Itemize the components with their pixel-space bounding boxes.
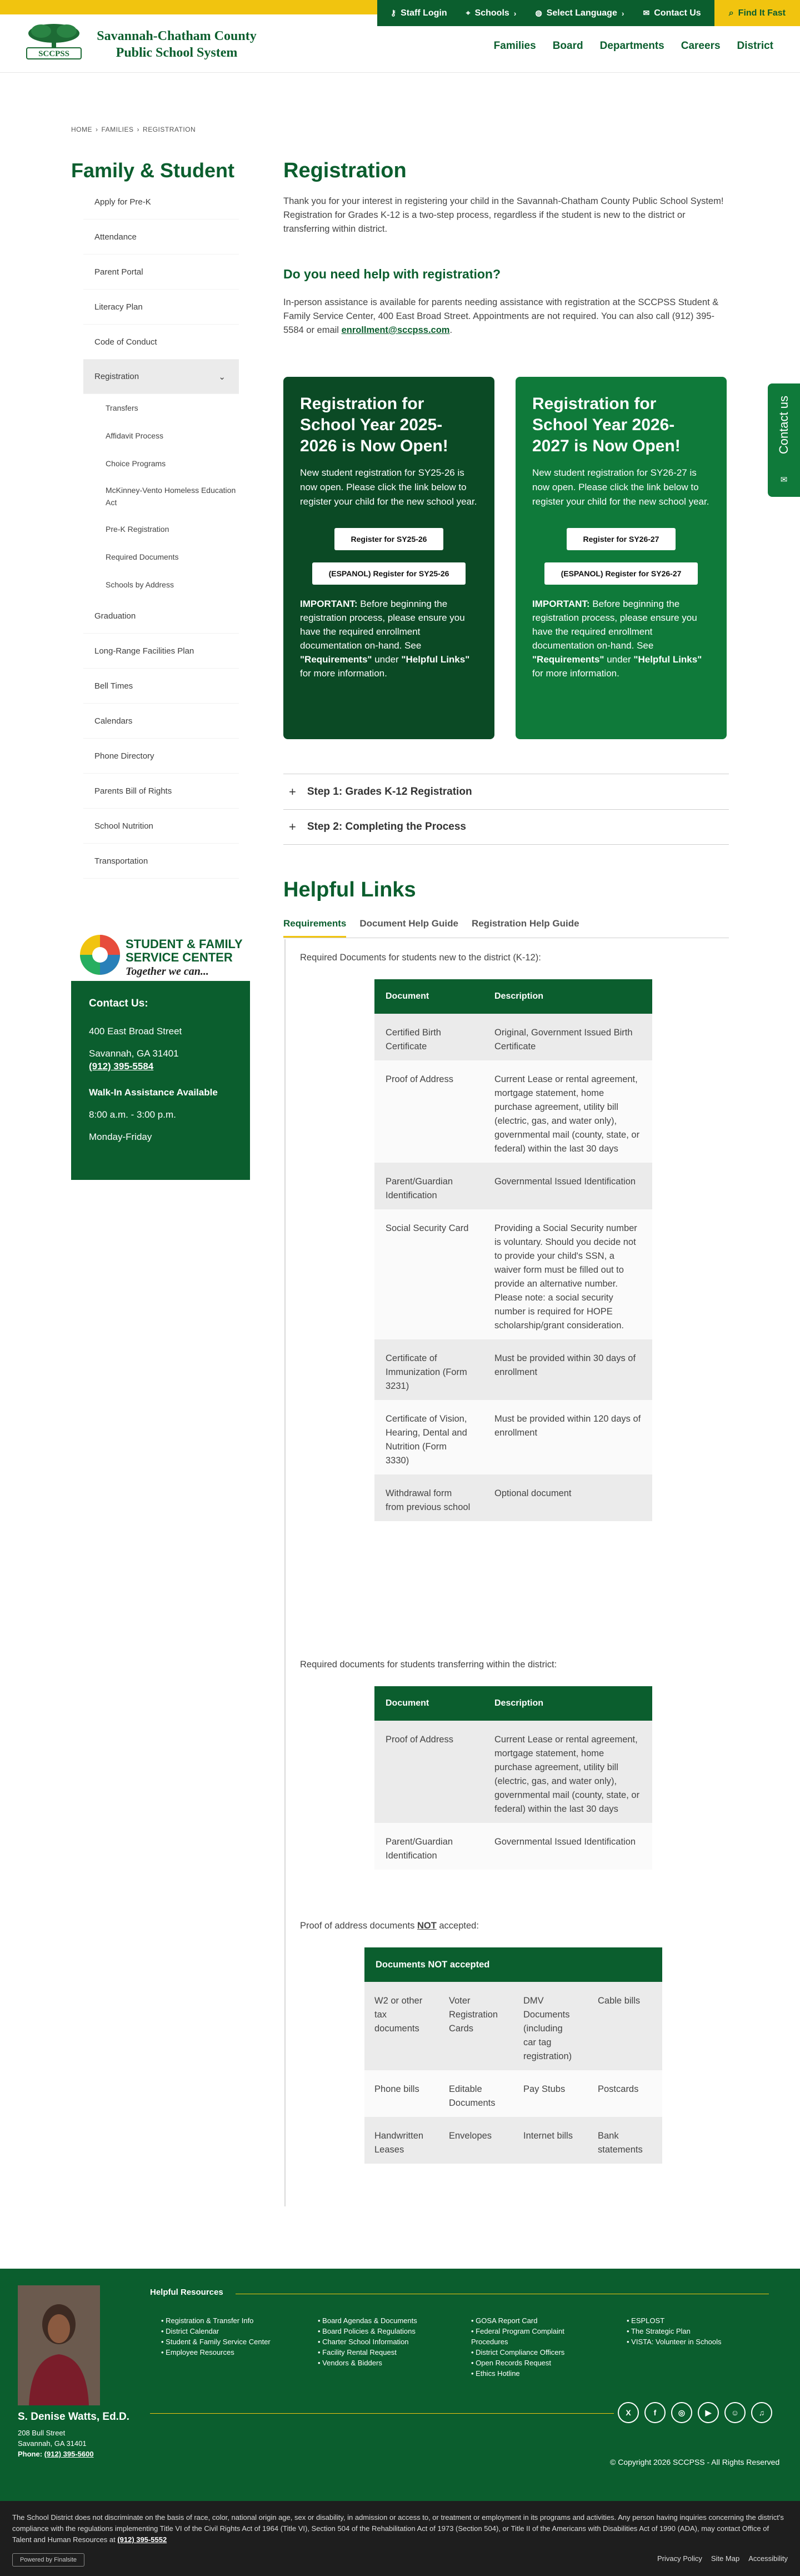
table-row: Certificate of Vision, Hearing, Dental and Nutrition (Form 3330) Must be provided within 120 days of enrollment [374,1400,652,1474]
table-row: Parent/Guardian Identification Governmental Issued Identification [374,1823,652,1870]
contact-phone-link[interactable]: (912) 395-5584 [89,1061,154,1072]
tab-registration-help-guide[interactable]: Registration Help Guide [471,918,579,929]
footer-links-col-2 [318,2315,417,2368]
privacy-policy-link[interactable]: Privacy Policy [657,2554,702,2563]
registration-card-2026 [516,377,727,739]
helpful-resources-title: Helpful Resources [150,2288,223,2297]
sidebar-item-parents-bill[interactable]: Parents Bill of Rights [83,774,239,809]
sidebar-item-attendance[interactable]: Attendance [83,220,239,255]
new-students-caption: Required Documents for students new to the district (K-12): [300,953,541,963]
sfsc-logo [71,928,250,981]
contact-box [71,981,250,1180]
svg-text:SCCPSS: SCCPSS [38,49,69,58]
registration-steps-accordion [283,774,729,845]
help-text: In-person assistance is available for parents needing assistance with registration at the SCCPSS Student & Family Service Center, 400 East Broad Street. Appointments are not required. You can also call (912) 395-5584 or email enrollment@sccpss.com. [283,297,719,335]
nav-departments[interactable]: Departments [599,40,664,52]
footer-link[interactable]: • District Compliance Officers [471,2347,582,2358]
copyright: © Copyright 2026 SCCPSS - All Rights Reserved [610,2458,780,2467]
contact-address1: 400 East Broad Street [89,1026,182,1037]
table-row: Parent/Guardian Identification Governmental Issued Identification [374,1163,652,1209]
nav-careers[interactable]: Careers [681,40,721,52]
card-important-note: IMPORTANT: Before beginning the registration process, please ensure you have the required enrollment documentation on-hand. See "Requirements" under "Helpful Links" for more information. [300,599,470,679]
sidebar-item-apply-prek[interactable]: Apply for Pre-K [83,185,239,220]
card-title: Registration for School Year 2026-2027 is Now Open! [532,395,681,455]
card-description: New student registration for SY25-26 is now open. Please click the link below to register your child for the new school year. [300,467,477,507]
not-accepted-caption: Proof of address documents NOT accepted: [300,1921,479,1931]
transfer-students-table [374,1686,652,1870]
footer-links-col-1 [161,2315,271,2358]
footer-link[interactable]: • Charter School Information [318,2336,417,2347]
register-sy25-espanol-button[interactable]: (ESPANOL) Register for SY25-26 [312,562,466,585]
sidebar-subitem-affidavit[interactable]: Affidavit Process [106,431,164,440]
sidebar-subitem-required-docs[interactable]: Required Documents [106,552,179,561]
superintendent-name: S. Denise Watts, Ed.D. [18,2411,129,2423]
col-header-document: Document [374,979,483,1014]
youtube-icon[interactable]: ▶ [698,2402,719,2423]
nav-board[interactable]: Board [552,40,583,52]
social-links [618,2402,772,2423]
walkin-heading: Walk-In Assistance Available [89,1087,218,1098]
sidebar-item-calendars[interactable]: Calendars [83,704,239,739]
facebook-icon[interactable]: f [644,2402,666,2423]
footer-link[interactable]: • Open Records Request [471,2358,582,2368]
table-row: Proof of Address Current Lease or rental agreement, mortgage statement, home purchase agreement, utility bill (electric, gas, and water only), governmental mail (county, state, or federal) within the last 30 days [374,1721,652,1823]
find-it-fast-button[interactable]: ⌕ Find It Fast [714,0,800,26]
footer-phone-link[interactable]: (912) 395-5600 [44,2450,94,2458]
nondiscrimination-notice: The School District does not discriminate on the basis of race, color, national origin age, sex or disability, in admission or access to, or treatment or employment in its programs and activities. Any person having inquiries concerning the district's compliance with the regulations implementing Title VI of the Civil Rights Act of 1964 (Title VI), Section 504 of the Rehabilitation Act of 1973 (Section 504), or Title II of the Americans with Disabilities Act of 1990 (ADA), may contact Office of Talent and Human Resources at (912) 395-5552 [12,2513,784,2544]
table-row: Proof of Address Current Lease or rental agreement, mortgage statement, home purchase agreement, utility bill (electric, gas, and water only), governmental mail (county, state, or federal) within the last 30 days [374,1060,652,1163]
site-map-link[interactable]: Site Map [711,2554,740,2563]
footer-link[interactable]: • The Strategic Plan [627,2326,722,2336]
footer-link[interactable]: • Registration & Transfer Info [161,2315,271,2326]
district-logo[interactable] [23,22,84,61]
svg-text:Together we can...: Together we can... [126,965,209,978]
col-header-description: Description [483,979,652,1014]
footer-link[interactable]: • Employee Resources [161,2347,271,2358]
school-system-name[interactable]: Savannah-Chatham County Public School System [97,29,257,60]
chevron-right-icon: › [513,8,517,18]
main-nav [494,40,773,52]
nav-families[interactable]: Families [493,40,536,52]
plus-icon: + [289,784,296,799]
register-sy25-button[interactable]: Register for SY25-26 [334,528,443,550]
table-row: Withdrawal form from previous school Optional document [374,1474,652,1521]
utility-bar [377,0,800,26]
not-accepted-table [364,1947,662,2164]
sidebar-item-transportation[interactable]: Transportation [83,844,239,879]
header-divider [0,72,800,73]
footer-link[interactable]: • Ethics Hotline [471,2368,582,2379]
sidebar-title: Family & Student [71,159,235,182]
sidebar-item-parent-portal[interactable]: Parent Portal [83,255,239,290]
contact-us-side-tab[interactable]: Contact us ✉ [768,383,800,497]
help-heading: Do you need help with registration? [283,267,501,281]
staff-login-link[interactable]: ⚷ Staff Login [390,8,447,18]
sidebar-subitem-transfers[interactable]: Transfers [106,403,138,412]
sidebar-subitem-mckinney[interactable]: McKinney-Vento Homeless Education Act [106,486,236,507]
tiktok-icon[interactable]: ♫ [751,2402,772,2423]
table-row: Social Security Card Providing a Social Security number is voluntary. Should you decide not to provide your child's SSN, a waiver form must be filled out to provide an alternative number. Please note: a social security number is required for HOPE scholarship/grant consideration. [374,1209,652,1339]
footer-link[interactable]: • GOSA Report Card [471,2315,582,2326]
x-icon[interactable]: X [618,2402,639,2423]
table-row: Handwritten Leases Envelopes Internet bills Bank statements [364,2117,662,2164]
globe-icon: ◍ [535,8,542,17]
breadcrumb-families[interactable]: FAMILIES [101,126,134,133]
footer-links-col-3 [471,2315,582,2379]
select-language-menu[interactable]: ◍ Select Language › [535,8,624,18]
new-students-table [374,979,652,1521]
sidebar-item-bell-times[interactable]: Bell Times [83,669,239,704]
sidebar-item-code-of-conduct[interactable]: Code of Conduct [83,325,239,360]
sidebar-item-registration[interactable]: Registration ⌄ [83,360,239,394]
contact-us-link[interactable]: ✉ Contact Us [643,8,701,18]
footer-link[interactable]: • District Calendar [161,2326,271,2336]
site-footer [0,2269,800,2501]
transfer-caption: Required documents for students transferring within the district: [300,1660,557,1670]
register-sy26-espanol-button[interactable]: (ESPANOL) Register for SY26-27 [544,562,698,585]
intro-text: Thank you for your interest in registering your child in the Savannah-Chatham County Public School System! Registration for Grades K-12 is a two-step process, regardless if the student is new to the district or transferring within district. [283,196,724,234]
helpful-links-title: Helpful Links [283,878,416,901]
contact-hours: 8:00 a.m. - 3:00 p.m. [89,1109,176,1120]
footer-address: 208 Bull Street Savannah, GA 31401 Phone: (912) 395-5600 [18,2429,94,2458]
superintendent-photo [18,2285,100,2405]
tab-requirements[interactable]: Requirements [283,918,346,938]
enrollment-email-link[interactable]: enrollment@sccpss.com [341,325,450,335]
helpful-links-tabs [283,918,729,938]
peachjar-icon[interactable]: ☺ [724,2402,746,2423]
card-description: New student registration for SY26-27 is now open. Please click the link below to register your child for the new school year. [532,467,709,507]
card-important-note: IMPORTANT: Before beginning the registration process, please ensure you have the required enrollment documentation on-hand. See "Requirements" under "Helpful Links" for more information. [532,599,702,679]
legal-links [657,2554,788,2563]
nav-district[interactable]: District [737,40,773,52]
contact-days: Monday-Friday [89,1132,152,1142]
instagram-icon[interactable]: ◎ [671,2402,692,2423]
contact-heading: Contact Us: [89,998,148,1009]
accordion-step-1[interactable]: + Step 1: Grades K-12 Registration [283,774,729,809]
schools-menu[interactable]: ⌖ Schools › [466,8,517,18]
svg-text:SERVICE CENTER: SERVICE CENTER [126,950,233,964]
mail-icon: ✉ [643,8,650,17]
card-title: Registration for School Year 2025-2026 is Now Open! [300,395,448,455]
chevron-right-icon: › [621,8,624,18]
table-row: Phone bills Editable Documents Pay Stubs Postcards [364,2070,662,2117]
sidebar-item-phone-directory[interactable]: Phone Directory [83,739,239,774]
sidebar-subitem-choice[interactable]: Choice Programs [106,459,166,468]
footer-link[interactable]: • ESPLOST [627,2315,722,2326]
key-icon: ⚷ [390,8,397,17]
registration-card-2025 [283,377,494,739]
footer-links-col-4 [627,2315,722,2347]
sidebar-subitem-schools-by-address[interactable]: Schools by Address [106,580,174,589]
sidebar-item-graduation[interactable]: Graduation [83,599,239,634]
col-header-document: Document [374,1686,483,1721]
contact-address2: Savannah, GA 31401 [89,1048,179,1059]
table-row: Certificate of Immunization (Form 3231) Must be provided within 30 days of enrollment [374,1339,652,1400]
sidebar-item-school-nutrition[interactable]: School Nutrition [83,809,239,844]
accessibility-link[interactable]: Accessibility [748,2554,788,2563]
sidebar-item-literacy-plan[interactable]: Literacy Plan [83,290,239,325]
accordion-step-2[interactable]: + Step 2: Completing the Process [283,809,729,845]
plus-icon: + [289,820,296,834]
footer-link[interactable]: • Board Policies & Regulations [318,2326,417,2336]
search-icon: ⌕ [728,8,734,18]
not-accepted-header: Documents NOT accepted [364,1947,662,1982]
sidebar-nav [83,185,239,879]
register-sy26-button[interactable]: Register for SY26-27 [567,528,676,550]
powered-by-badge[interactable]: Powered by Finalsite [12,2553,84,2567]
map-pin-icon: ⌖ [466,8,471,17]
breadcrumb-home[interactable]: HOME [71,126,92,133]
breadcrumb: HOME › FAMILIES › REGISTRATION [71,126,196,133]
page-title: Registration [283,159,407,182]
svg-text:STUDENT & FAMILY: STUDENT & FAMILY [126,937,243,951]
sidebar-item-facilities-plan[interactable]: Long-Range Facilities Plan [83,634,239,669]
hr-phone-link[interactable]: (912) 395-5552 [117,2535,167,2544]
footer-link[interactable]: • Student & Family Service Center [161,2336,271,2347]
panel-left-border [284,939,286,2206]
footer-link[interactable]: • Facility Rental Request [318,2347,417,2358]
chat-icon: ✉ [780,475,788,485]
footer-divider [150,2413,614,2414]
chevron-down-icon[interactable]: ⌄ [218,372,226,382]
table-row: W2 or other tax documents Voter Registration Cards DMV Documents (including car tag registration) Cable bills [364,1982,662,2070]
col-header-description: Description [483,1686,652,1721]
footer-link[interactable]: • Board Agendas & Documents [318,2315,417,2326]
footer-link[interactable]: • Federal Program Complaint Procedures [471,2326,582,2347]
breadcrumb-current: REGISTRATION [143,126,196,133]
footer-link[interactable]: • Vendors & Bidders [318,2358,417,2368]
legal-bar [0,2501,800,2576]
tab-document-help-guide[interactable]: Document Help Guide [359,918,458,929]
table-row: Certified Birth Certificate Original, Government Issued Birth Certificate [374,1014,652,1060]
footer-link[interactable]: • VISTA: Volunteer in Schools [627,2336,722,2347]
sidebar-subitem-prek-registration[interactable]: Pre-K Registration [106,525,169,534]
